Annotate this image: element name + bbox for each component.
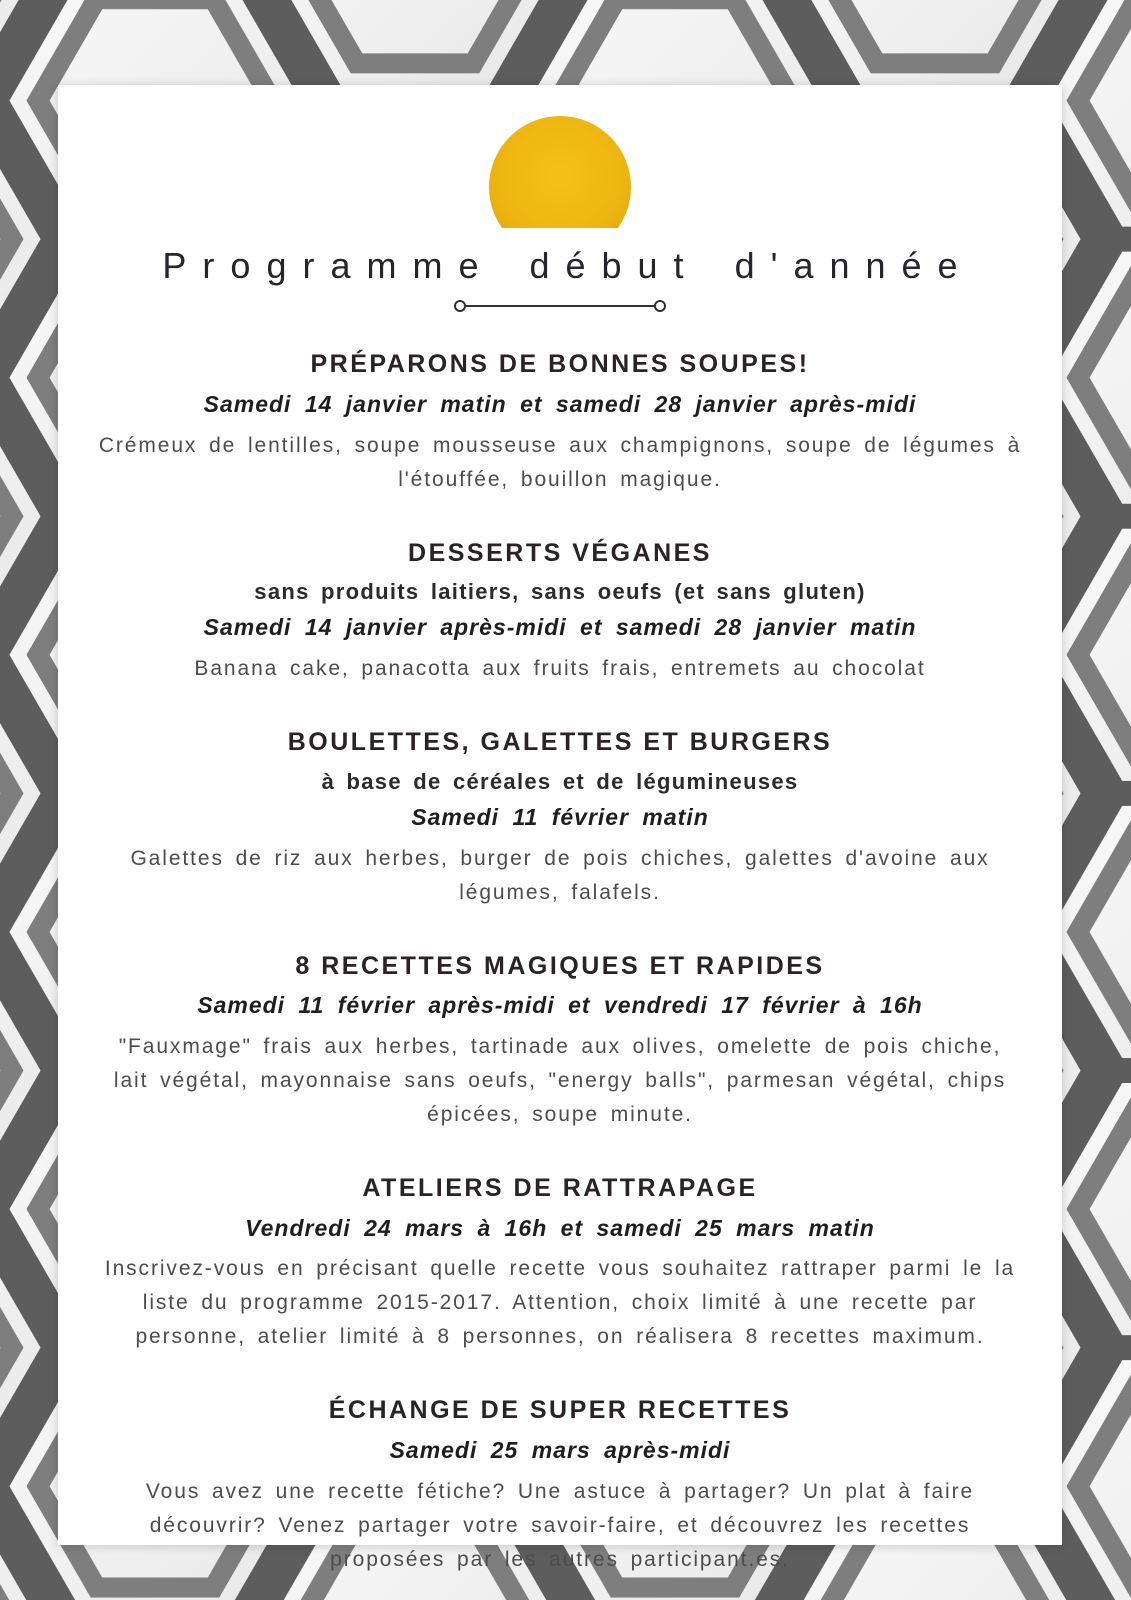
section-heading: 8 RECETTES MAGIQUES ET RAPIDES: [295, 952, 825, 981]
section-date: Samedi 14 janvier après-midi et samedi 28 janvier matin: [203, 614, 917, 641]
section-description: Vous avez une recette fétiche? Une astuce à partager? Un plat à faire découvrir? Venez partager votre savoir-faire, et découvrez les recettes proposées par les autres participant.es.: [145, 1479, 975, 1571]
program-section: [92, 538, 1028, 687]
divider-right-ring-icon: [654, 300, 666, 312]
section-heading: PRÉPARONS DE BONNES SOUPES!: [310, 350, 810, 379]
section-date: Vendredi 24 mars à 16h et samedi 25 mars matin: [245, 1214, 875, 1241]
title-divider: [454, 300, 666, 312]
section-description: "Fauxmage" frais aux herbes, tartinade aux olives, omelette de pois chiche, lait végétal, mayonnaise sans oeufs, "energy balls", parmesan végétal, chips épicées, soupe minute.: [113, 1035, 1007, 1127]
section-description: Inscrivez-vous en précisant quelle recette vous souhaitez rattraper parmi le la liste du programme 2015-2017. Attention, choix limité à une recette par personne, atelier limité à 8 personnes, on réalisera 8 recettes maximum.: [104, 1257, 1016, 1349]
sun-icon: [92, 115, 1028, 228]
section-date: Samedi 14 janvier matin et samedi 28 janvier après-midi: [203, 390, 917, 417]
section-description: Banana cake, panacotta aux fruits frais, entremets au chocolat: [194, 657, 926, 681]
divider-left-ring-icon: [454, 300, 466, 312]
program-section: [92, 349, 1028, 496]
poster-title: Programme début d'année: [162, 245, 974, 286]
section-date: Samedi 11 février après-midi et vendredi 17 février à 16h: [197, 992, 923, 1019]
section-description: Crémeux de lentilles, soupe mousseuse aux champignons, soupe de légumes à l'étouffée, bouillon magique.: [98, 433, 1022, 491]
section-date: Samedi 11 février matin: [411, 804, 709, 831]
program-section: [92, 1395, 1028, 1576]
program-section: [92, 727, 1028, 910]
divider-line: [466, 305, 654, 307]
section-heading: DESSERTS VÉGANES: [408, 538, 712, 567]
section-description: Galettes de riz aux herbes, burger de pois chiches, galettes d'avoine aux légumes, falafels.: [130, 847, 990, 905]
section-subtitle: sans produits laitiers, sans oeufs (et sans gluten): [254, 578, 866, 604]
program-sections: [92, 349, 1028, 1576]
section-heading: ATELIERS DE RATTRAPAGE: [362, 1174, 758, 1203]
section-date: Samedi 25 mars après-midi: [389, 1436, 731, 1463]
section-heading: ÉCHANGE DE SUPER RECETTES: [328, 1396, 792, 1425]
section-heading: BOULETTES, GALETTES ET BURGERS: [287, 728, 833, 757]
program-section: [92, 1173, 1028, 1354]
poster-card: [58, 85, 1062, 1571]
section-subtitle: à base de céréales et de légumineuses: [321, 768, 799, 794]
program-section: [92, 951, 1028, 1132]
